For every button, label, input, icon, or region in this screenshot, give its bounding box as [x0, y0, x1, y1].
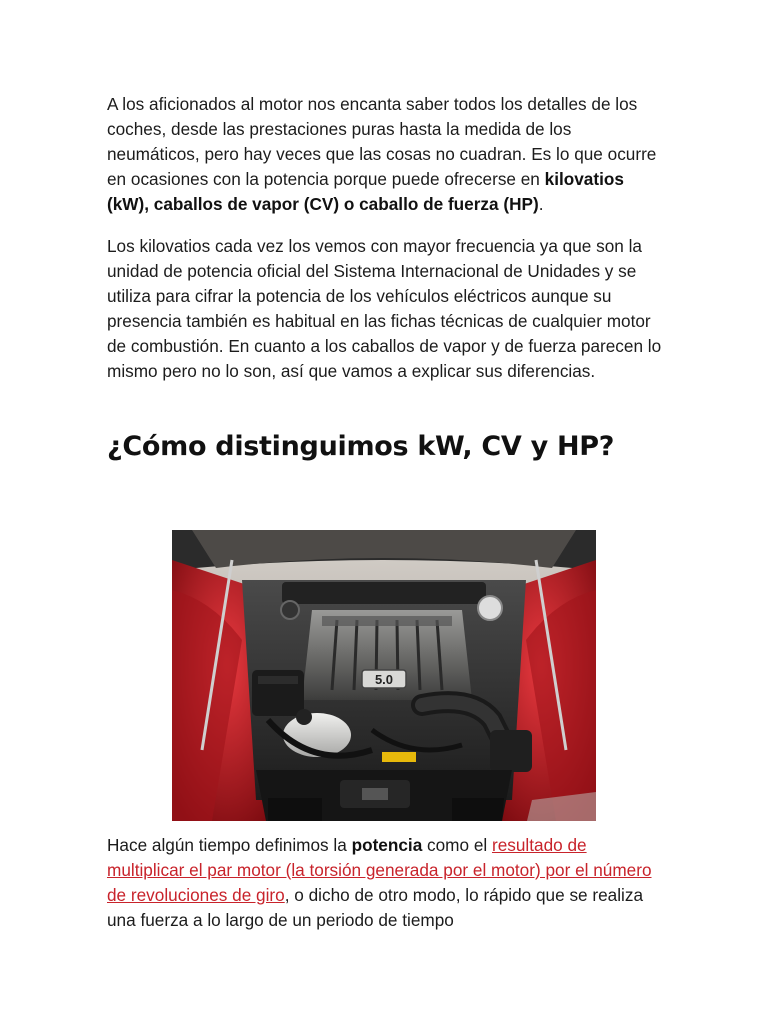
paragraph-potencia: [107, 833, 667, 933]
units-bold: kilovatios (kW), caballos de vapor (CV) o caballo de fuerza (HP): [107, 169, 624, 214]
intro-text: A los aficionados al motor nos encanta saber todos los detalles de los coches, desde las prestaciones puras hasta la medida de los neumáticos, pero hay veces que las cosas no cuadran. Es lo que ocurre en ocasiones con la potencia porque puede ofrecerse en: [107, 94, 657, 189]
intro-end: .: [538, 194, 544, 214]
section-heading: ¿Cómo distinguimos kW, CV y HP?: [107, 431, 615, 462]
p3-middle: como el: [422, 835, 492, 855]
paragraph-kilowatts: Los kilovatios cada vez los vemos con mayor frecuencia ya que son la unidad de potencia oficial del Sistema Internacional de Unidades y se utiliza para cifrar la potencia de los vehículos eléctricos aunque su presencia también es habitual en las fichas técnicas de cualquier motor de combustión. En cuanto a los caballos de vapor y de fuerza parecen lo mismo pero no lo son, así que vamos a explicar sus diferencias.: [107, 236, 662, 381]
definition-link[interactable]: resultado de multiplicar el par motor (la torsión generada por el motor) por el número de revoluciones de giro: [107, 835, 652, 905]
potencia-bold: potencia: [351, 835, 423, 855]
engine-photo: [172, 530, 596, 821]
p3-end: , o dicho de otro modo, lo rápido que se realiza una fuerza a lo largo de un periodo de tiempo: [107, 885, 644, 930]
engine-badge: 5.0: [374, 672, 394, 687]
paragraph-intro: [107, 92, 667, 217]
p3-start: Hace algún tiempo definimos la: [107, 835, 352, 855]
article-body: [107, 92, 667, 464]
